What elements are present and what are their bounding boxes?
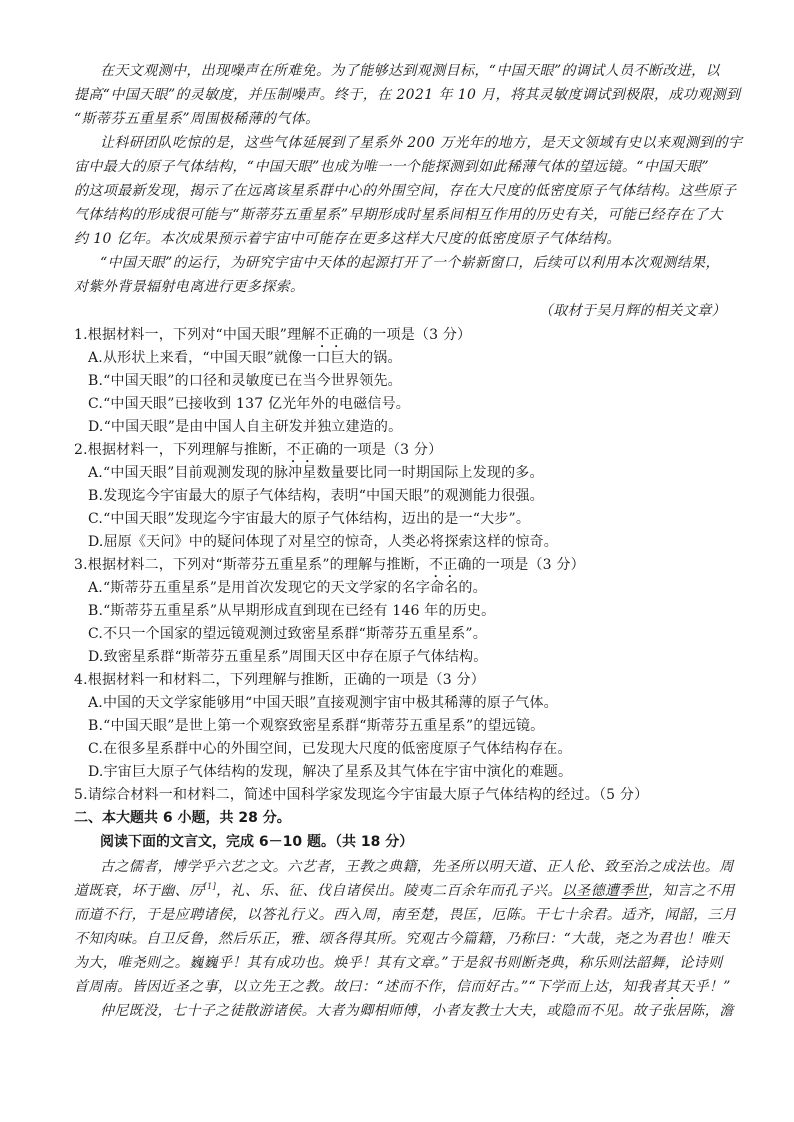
passage-source: （取材于吴月辉的相关文章） <box>538 303 726 319</box>
question-2-emphasis: 不正 <box>286 442 315 458</box>
q1-option-c: C.“中国天眼”已接收到 137 亿光年外的电磁信号。 <box>88 396 410 412</box>
classical-line-6b: 天乎！” <box>680 979 731 995</box>
q3-option-b: B.“斯蒂芬五重星系”从早期形成直到现在已经有 146 年的历史。 <box>88 603 496 619</box>
q3-option-c: C.不只一个国家的望远镜观测过致密星系群“斯蒂芬五重星系”。 <box>88 626 487 642</box>
question-2-post: 确的一项是（3 分） <box>314 442 443 458</box>
q1-option-d: D.“中国天眼”是由中国人自主研发并独立建造的。 <box>88 419 403 435</box>
question-1-pre: 1.根据材料一，下列对“中国天眼”理解 <box>74 327 316 343</box>
classical-line-2a: 道既衰，坏于幽、厉 <box>74 883 204 899</box>
passage-line-6: 的这项最新发现，揭示了在远离该星系群中心的外围空间，存在大尺度的低密度原子气体结构。这些原子 <box>74 183 737 199</box>
passage-line-3: “斯蒂芬五重星系”周围极稀薄的气体。 <box>74 111 320 127</box>
question-3-emphasis: 不正 <box>429 557 458 573</box>
classical-line-3: 而道不行，于是应聘诸侯，以答礼行义。西入周，南至楚，畏匡，厄陈。干七十余君。适齐，闻韶，三月 <box>74 907 737 923</box>
classical-line-2c: ，知言之不用 <box>648 883 735 899</box>
classical-line-2 <box>74 882 735 900</box>
q2-option-c: C.“中国天眼”发现迄今宇宙最大的原子气体结构，迈出的是一“大步”。 <box>88 511 531 527</box>
classical-line-6a: 首周南。皆因近圣之事，以立先王之教。故曰：“述而不作，信而好古。”“下学而上达，知我者 <box>74 979 666 995</box>
q1-option-a: A.从形状上来看，“中国天眼”就像一口巨大的锅。 <box>88 350 402 366</box>
question-5: 5.请综合材料一和材料二，简述中国科学家发现迄今宇宙最大原子气体结构的经过。（5 分） <box>74 787 649 803</box>
classical-line-5: 为大，唯尧则之。巍巍乎！其有成功也。焕乎！其有文章。”于是叙书则断尧典，称乐则法韶舞，论诗则 <box>74 955 723 971</box>
q1-option-b: B.“中国天眼”的口径和灵敏度已在当今世界领先。 <box>88 373 402 389</box>
passage-line-9: “中国天眼”的运行，为研究宇宙中天体的起源打开了一个崭新窗口，后续可以利用本次观测结果， <box>100 255 720 271</box>
q4-option-d: D.宇宙巨大原子气体结构的发现，解决了星系及其气体在宇宙中演化的难题。 <box>88 764 573 780</box>
passage-line-8: 约 10 亿年。本次成果预示着宇宙中可能存在更多这样大尺度的低密度原子气体结构。 <box>74 231 621 247</box>
q2-option-b: B.发现迄今宇宙最大的原子气体结构，表明“中国天眼”的观测能力很强。 <box>88 488 544 504</box>
classical-line-1: 古之儒者，博学乎六艺之文。六艺者，王教之典籍，先圣所以明天道、正人伦、致至治之成法也。周 <box>100 859 734 875</box>
passage-line-7: 气体结构的形成很可能与“斯蒂芬五重星系”早期形成时星系间相互作用的历史有关，可能已经存在了大 <box>74 207 723 223</box>
underlined-phrase: 以圣德遭季世 <box>561 883 649 899</box>
question-3-post: 确的一项是（3 分） <box>457 557 585 573</box>
question-2 <box>74 441 724 466</box>
q2-option-a: A.“中国天眼”目前观测发现的脉冲星数量要比同一时期国际上发现的多。 <box>88 465 544 481</box>
passage-line-10: 对紫外背景辐射电离进行更多探索。 <box>74 279 305 295</box>
passage-line-2: 提高“中国天眼”的灵敏度，并压制噪声。终于，在 2021 年 10 月，将其灵敏度调试到极限，成功观测到 <box>74 87 741 103</box>
q4-option-a: A.中国的天文学家能够用“中国天眼”直接观测宇宙中极其稀薄的原子气体。 <box>88 695 558 711</box>
classical-line-4: 不知肉味。自卫反鲁，然后乐正，雅、颂各得其所。究观古今篇籍，乃称曰：“大哉，尧之为君也！唯天 <box>74 931 730 947</box>
q4-option-c: C.在很多星系群中心的外围空间，已发现大尺度的低密度原子气体结构存在。 <box>88 741 572 757</box>
q3-option-d: D.致密星系群“斯蒂芬五重星系”周围天区中存在原子气体结构。 <box>88 649 488 665</box>
passage-line-5: 宙中最大的原子气体结构，“中国天眼”也成为唯一一个能探测到如此稀薄气体的望远镜。“中国天眼” <box>74 159 710 175</box>
question-1 <box>74 326 724 351</box>
q3-option-a: A.“斯蒂芬五重星系”是用首次发现它的天文学家的名字命名的。 <box>88 580 487 596</box>
classical-line-2b: ，礼、乐、征、伐自诸侯出。陵夷二百余年而孔子兴。 <box>216 883 562 899</box>
question-4: 4.根据材料一和材料二，下列理解与推断，正确的一项是（3 分） <box>74 672 485 688</box>
question-1-emphasis: 不正 <box>315 327 344 343</box>
passage-line-4: 让科研团队吃惊的是，这些气体延展到了星系外 200 万光年的地方，是天文领域有史以来观测到的宇 <box>100 135 743 151</box>
section-2-heading: 二、本大题共 6 小题，共 28 分。 <box>74 810 291 826</box>
footnote-marker: [1] <box>203 882 217 891</box>
section-2-intro: 阅读下面的文言文，完成 6－10 题。（共 18 分） <box>100 834 414 850</box>
q4-option-b: B.“中国天眼”是世上第一个观察致密星系群“斯蒂芬五重星系”的望远镜。 <box>88 718 545 734</box>
passage-line-1: 在天文观测中，出现噪声在所难免。为了能够达到观测目标，“中国天眼”的调试人员不断改进，以 <box>100 63 720 79</box>
q2-option-d: D.屈原《天问》中的疑问体现了对星空的惊奇，人类必将探索这样的惊奇。 <box>88 534 558 550</box>
question-3-pre: 3.根据材料二，下列对“斯蒂芬五重星系”的理解与推断， <box>74 557 430 573</box>
question-1-post: 确的一项是（3 分） <box>343 327 472 343</box>
classical-line-6-emphasis: 其 <box>665 979 681 995</box>
question-3 <box>74 556 724 581</box>
classical-line-7: 仲尼既没，七十子之徒散游诸侯。大者为卿相师傅，小者友教士大夫，或隐而不见。故子张居陈，澹 <box>100 1003 734 1019</box>
question-2-pre: 2.根据材料一，下列理解与推断， <box>74 442 287 458</box>
classical-line-6 <box>74 978 731 1003</box>
